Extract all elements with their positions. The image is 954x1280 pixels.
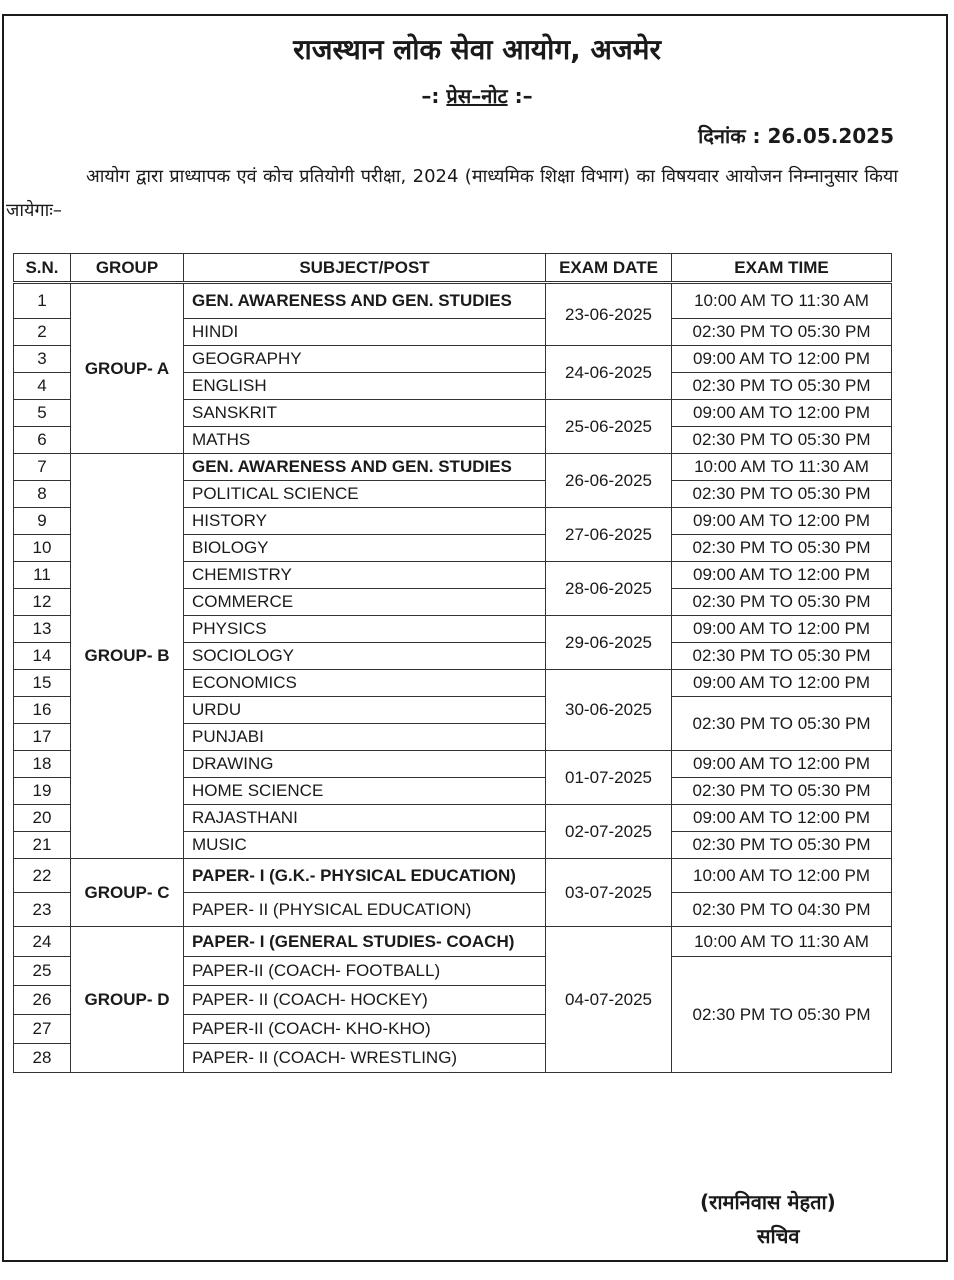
subject-cell: DRAWING <box>184 751 546 778</box>
subject-cell: COMMERCE <box>184 589 546 616</box>
group-cell: GROUP- D <box>71 927 184 1073</box>
sn-cell: 5 <box>14 400 71 427</box>
subject-cell: PHYSICS <box>184 616 546 643</box>
issue-date: दिनांक : 26.05.2025 <box>698 124 894 148</box>
table-row <box>14 454 892 481</box>
sn-cell: 18 <box>14 751 71 778</box>
subject-cell: SANSKRIT <box>184 400 546 427</box>
time-cell: 10:00 AM TO 11:30 AM <box>672 927 892 957</box>
sn-cell: 17 <box>14 724 71 751</box>
sn-cell: 2 <box>14 319 71 346</box>
time-cell: 10:00 AM TO 11:30 AM <box>672 283 892 319</box>
time-cell: 02:30 PM TO 05:30 PM <box>672 481 892 508</box>
time-cell: 09:00 AM TO 12:00 PM <box>672 670 892 697</box>
subject-cell: PAPER- II (PHYSICAL EDUCATION) <box>184 893 546 927</box>
time-cell: 09:00 AM TO 12:00 PM <box>672 400 892 427</box>
sn-cell: 26 <box>14 986 71 1015</box>
time-cell: 02:30 PM TO 05:30 PM <box>672 643 892 670</box>
subject-cell: HINDI <box>184 319 546 346</box>
header-sn: S.N. <box>14 254 71 283</box>
sn-cell: 22 <box>14 859 71 893</box>
subject-cell: PAPER-II (COACH- FOOTBALL) <box>184 957 546 986</box>
table-header-row <box>14 254 892 283</box>
date-cell: 04-07-2025 <box>546 927 672 1073</box>
sn-cell: 11 <box>14 562 71 589</box>
subject-cell: PAPER- II (COACH- HOCKEY) <box>184 986 546 1015</box>
date-cell: 02-07-2025 <box>546 805 672 859</box>
date-cell: 24-06-2025 <box>546 346 672 400</box>
time-cell: 09:00 AM TO 12:00 PM <box>672 751 892 778</box>
header-subject: SUBJECT/POST <box>184 254 546 283</box>
subject-cell: URDU <box>184 697 546 724</box>
subject-cell: PUNJABI <box>184 724 546 751</box>
subject-cell: PAPER- I (GENERAL STUDIES- COACH) <box>184 927 546 957</box>
time-cell: 02:30 PM TO 04:30 PM <box>672 893 892 927</box>
subject-cell: PAPER- II (COACH- WRESTLING) <box>184 1044 546 1073</box>
time-cell: 02:30 PM TO 05:30 PM <box>672 957 892 1073</box>
date-cell: 28-06-2025 <box>546 562 672 616</box>
date-cell: 01-07-2025 <box>546 751 672 805</box>
signatory-title: सचिव <box>757 1224 800 1248</box>
date-cell: 26-06-2025 <box>546 454 672 508</box>
time-cell: 09:00 AM TO 12:00 PM <box>672 508 892 535</box>
subject-cell: GEN. AWARENESS AND GEN. STUDIES <box>184 454 546 481</box>
sn-cell: 4 <box>14 373 71 400</box>
sn-cell: 3 <box>14 346 71 373</box>
subtitle-left: –: <box>421 84 447 108</box>
time-cell: 02:30 PM TO 05:30 PM <box>672 778 892 805</box>
sn-cell: 27 <box>14 1015 71 1044</box>
subject-cell: SOCIOLOGY <box>184 643 546 670</box>
group-cell: GROUP- B <box>71 454 184 859</box>
subject-cell: HISTORY <box>184 508 546 535</box>
sn-cell: 28 <box>14 1044 71 1073</box>
time-cell: 02:30 PM TO 05:30 PM <box>672 427 892 454</box>
subject-cell: PAPER-II (COACH- KHO-KHO) <box>184 1015 546 1044</box>
date-cell: 25-06-2025 <box>546 400 672 454</box>
group-cell: GROUP- A <box>71 283 184 454</box>
time-cell: 02:30 PM TO 05:30 PM <box>672 589 892 616</box>
time-cell: 10:00 AM TO 12:00 PM <box>672 859 892 893</box>
sn-cell: 15 <box>14 670 71 697</box>
time-cell: 09:00 AM TO 12:00 PM <box>672 805 892 832</box>
time-cell: 02:30 PM TO 05:30 PM <box>672 373 892 400</box>
subject-cell: CHEMISTRY <box>184 562 546 589</box>
sn-cell: 10 <box>14 535 71 562</box>
sn-cell: 25 <box>14 957 71 986</box>
sn-cell: 7 <box>14 454 71 481</box>
exam-schedule-table <box>13 253 892 1073</box>
date-cell: 23-06-2025 <box>546 283 672 346</box>
signatory-name: (रामनिवास मेहता) <box>700 1190 836 1214</box>
subject-cell: PAPER- I (G.K.- PHYSICAL EDUCATION) <box>184 859 546 893</box>
date-cell: 03-07-2025 <box>546 859 672 927</box>
press-note-heading <box>0 82 954 109</box>
document-title: राजस्थान लोक सेवा आयोग, अजमेर <box>293 33 661 66</box>
time-cell: 02:30 PM TO 05:30 PM <box>672 319 892 346</box>
subject-cell: RAJASTHANI <box>184 805 546 832</box>
sn-cell: 16 <box>14 697 71 724</box>
group-cell: GROUP- C <box>71 859 184 927</box>
subject-cell: POLITICAL SCIENCE <box>184 481 546 508</box>
sn-cell: 24 <box>14 927 71 957</box>
subject-cell: MUSIC <box>184 832 546 859</box>
sn-cell: 8 <box>14 481 71 508</box>
subject-cell: GEOGRAPHY <box>184 346 546 373</box>
time-cell: 09:00 AM TO 12:00 PM <box>672 616 892 643</box>
header-exam-time: EXAM TIME <box>672 254 892 283</box>
sn-cell: 19 <box>14 778 71 805</box>
sn-cell: 21 <box>14 832 71 859</box>
subject-cell: MATHS <box>184 427 546 454</box>
sn-cell: 23 <box>14 893 71 927</box>
date-cell: 27-06-2025 <box>546 508 672 562</box>
sn-cell: 1 <box>14 283 71 319</box>
subject-cell: BIOLOGY <box>184 535 546 562</box>
sn-cell: 20 <box>14 805 71 832</box>
time-cell: 02:30 PM TO 05:30 PM <box>672 535 892 562</box>
sn-cell: 9 <box>14 508 71 535</box>
time-cell: 09:00 AM TO 12:00 PM <box>672 562 892 589</box>
table-row <box>14 859 892 893</box>
table-row <box>14 283 892 319</box>
time-cell: 10:00 AM TO 11:30 AM <box>672 454 892 481</box>
time-cell: 02:30 PM TO 05:30 PM <box>672 697 892 751</box>
press-note-label: प्रेस–नोट <box>446 84 508 108</box>
sn-cell: 14 <box>14 643 71 670</box>
date-cell: 30-06-2025 <box>546 670 672 751</box>
sn-cell: 12 <box>14 589 71 616</box>
date-cell: 29-06-2025 <box>546 616 672 670</box>
subject-cell: ENGLISH <box>184 373 546 400</box>
header-exam-date: EXAM DATE <box>546 254 672 283</box>
sn-cell: 13 <box>14 616 71 643</box>
time-cell: 02:30 PM TO 05:30 PM <box>672 832 892 859</box>
subtitle-right: :– <box>507 84 533 108</box>
time-cell: 09:00 AM TO 12:00 PM <box>672 346 892 373</box>
sn-cell: 6 <box>14 427 71 454</box>
subject-cell: HOME SCIENCE <box>184 778 546 805</box>
subject-cell: ECONOMICS <box>184 670 546 697</box>
intro-paragraph: आयोग द्वारा प्राध्यापक एवं कोच प्रतियोगी परीक्षा, 2024 (माध्यमिक शिक्षा विभाग) का विषयवार आयोजन निम्नानुसार किया जायेगाः– <box>6 166 898 221</box>
table-row <box>14 927 892 957</box>
subject-cell: GEN. AWARENESS AND GEN. STUDIES <box>184 283 546 319</box>
header-group: GROUP <box>71 254 184 283</box>
